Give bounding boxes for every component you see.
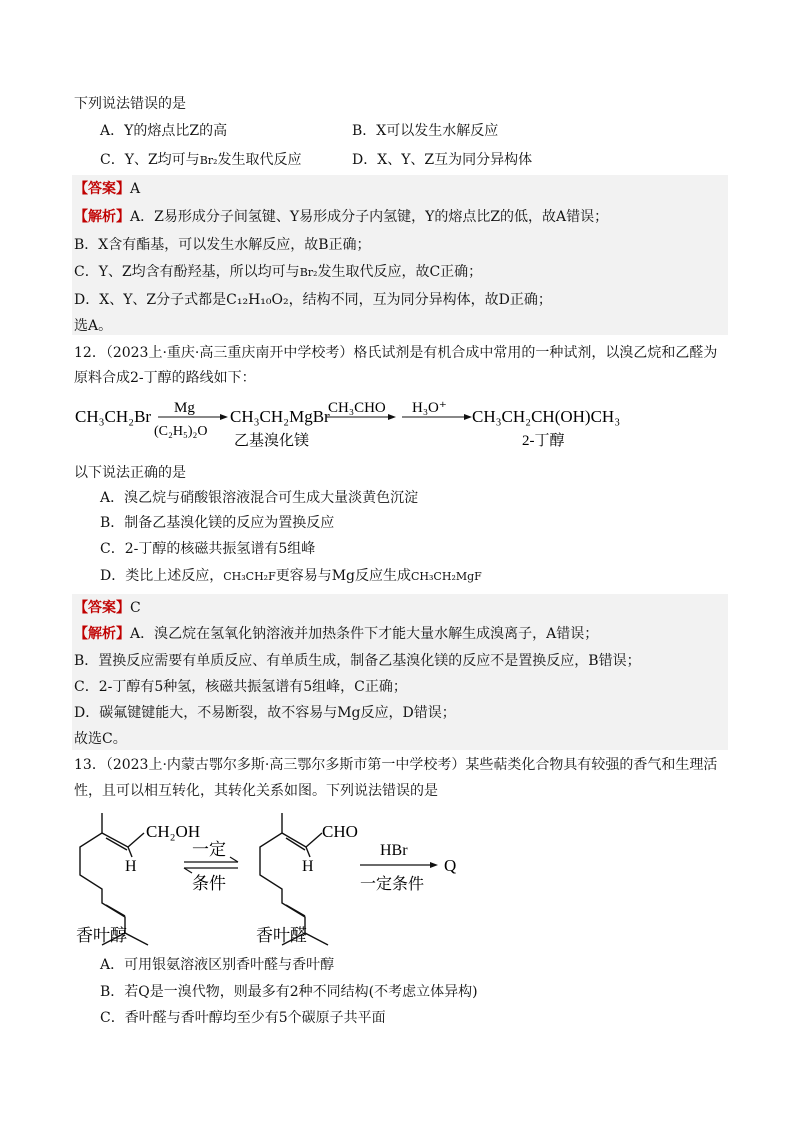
product-formula: CH₃CH₂CH(OH)CH₃ [472, 407, 621, 426]
answer-value: A [130, 181, 141, 197]
q12-answer-box [72, 594, 728, 750]
arrowhead-icon [184, 868, 192, 873]
q12-stem-2: 原料合成2-丁醇的路线如下： [74, 370, 256, 386]
q12-option-a: A．溴乙烷与硝酸银溶液混合可生成大量淡黄色沉淀 [100, 490, 419, 506]
q11-analysis-1 [74, 207, 608, 227]
q12-analysis-4: D．碳氟键键能大，不易断裂，故不容易与Mg反应，D错误； [74, 705, 456, 721]
q12-analysis-3: C．2-丁醇有5种氢，核磁共振氢谱有5组峰，C正确； [74, 679, 407, 695]
condition-top: 一定 [192, 840, 226, 859]
answer-tag: 【答案】 [74, 181, 130, 197]
q11-answer [74, 179, 140, 199]
q11-stem: 下列说法错误的是 [74, 96, 186, 112]
reagent-mg: Mg [174, 400, 195, 416]
condition-bottom: 条件 [192, 874, 226, 893]
analysis-tag: 【解析】 [74, 626, 130, 642]
q13-option-c: C．香叶醛与香叶醇均至少有5个碳原子共平面 [100, 1010, 386, 1026]
q12-reaction-scheme [70, 392, 730, 454]
answer-tag: 【答案】 [74, 600, 130, 616]
aldehyde-group: CHO [322, 822, 358, 841]
q11-option-c-text2: 发生取代反应 [217, 152, 302, 168]
q11-option-c [100, 150, 301, 171]
hydrogen-label: H [125, 858, 137, 875]
intermediate-formula: CH₃CH₂MgBr [230, 407, 330, 426]
q12-stem-1: 12．（2023上·重庆·高三重庆南开中学校考）格氏试剂是有机合成中常用的一种试剂，以溴乙烷和乙醛为 [74, 345, 718, 361]
q12-analysis-1 [74, 624, 598, 644]
arrowhead-icon [230, 857, 238, 862]
q13-option-a: A．可用银氨溶液区别香叶醛与香叶醇 [100, 957, 335, 973]
reagent-hbr: HBr [380, 842, 408, 859]
q13-stem-2: 性，且可以相互转化，其转化关系如图。下列说法错误的是 [74, 783, 438, 799]
analysis-text: C．Y、Z均含有酚羟基，所以均可与 [74, 264, 300, 280]
q11-answer-box [72, 175, 728, 335]
answer-value: C [130, 600, 141, 616]
option-text: 更容易与Mg反应生成 [275, 568, 412, 584]
q11-analysis-4: D．X、Y、Z分子式都是C₁₂H₁₀O₂，结构不同，互为同分异构体，故D正确； [74, 292, 552, 308]
reagent-hydronium: H₃O⁺ [412, 400, 447, 416]
q11-analysis-2: B．X含有酯基，可以发生水解反应，故B正确； [74, 237, 371, 253]
arrowhead-icon [388, 414, 396, 420]
geranial-name: 香叶醛 [256, 926, 307, 945]
q11-option-d: D．X、Y、Z互为同分异构体 [352, 152, 533, 168]
q11-option-c-text: C．Y、Z均可与 [100, 152, 200, 168]
q11-analysis-3 [74, 262, 482, 283]
reactant-formula: CH₃CH₂Br [75, 407, 152, 426]
reaction-condition: 一定条件 [360, 876, 425, 893]
q12-analysis-5: 故选C。 [74, 731, 127, 747]
q11-option-b: B．X可以发生水解反应 [352, 123, 499, 139]
product-q: Q [444, 856, 457, 875]
q11-analysis-5: 选A。 [74, 318, 113, 334]
q12-analysis-2: B．置换反应需要有单质反应、有单质生成，制备乙基溴化镁的反应不是置换反应，B错误； [74, 653, 641, 669]
hydroxymethyl-group: CH₂OH [146, 822, 201, 841]
grignard-formula: CH₃CH₂MgF [411, 570, 482, 583]
arrowhead-icon [464, 414, 472, 420]
arrowhead-icon [220, 414, 228, 420]
hydrogen-label: H [302, 858, 314, 875]
q12-option-c: C．2-丁醇的核磁共振氢谱有5组峰 [100, 541, 316, 557]
solvent-ether: (C₂H₅)₂O [154, 424, 208, 439]
analysis-text: 发生取代反应，故C正确； [317, 264, 483, 280]
analysis-text: A．Z易形成分子间氢键、Y易形成分子内氢键，Y的熔点比Z的低，故A错误； [130, 209, 609, 225]
reagent-acetaldehyde: CH₃CHO [328, 400, 386, 416]
q13-option-b: B．若Q是一溴代物，则最多有2种不同结构(不考虑立体异构) [100, 984, 478, 1000]
br2-formula: Br₂ [199, 154, 218, 167]
geraniol-name: 香叶醇 [76, 926, 127, 945]
fluoroethane-formula: CH₃CH₂F [223, 570, 276, 583]
q12-answer [74, 598, 141, 618]
option-text: D．类比上述反应， [100, 568, 224, 584]
intermediate-name: 乙基溴化镁 [234, 433, 310, 449]
q11-option-a: A．Y的熔点比Z的高 [100, 123, 228, 139]
q12-option-d [100, 566, 482, 587]
analysis-text: A．溴乙烷在氢氧化钠溶液并加热条件下才能大量水解生成溴离子，A错误； [130, 626, 599, 642]
product-name: 2-丁醇 [522, 433, 565, 449]
br2-formula: Br₂ [299, 266, 318, 279]
q13-stem-1: 13．（2023上·内蒙古鄂尔多斯·高三鄂尔多斯市第一中学校考）某些萜类化合物具有较强的香气和生理活 [74, 757, 718, 773]
arrowhead-icon [430, 862, 438, 868]
q12-question: 以下说法正确的是 [74, 465, 186, 481]
q12-option-b: B．制备乙基溴化镁的反应为置换反应 [100, 515, 335, 531]
q13-conversion-scheme [70, 805, 490, 955]
analysis-tag: 【解析】 [74, 209, 130, 225]
